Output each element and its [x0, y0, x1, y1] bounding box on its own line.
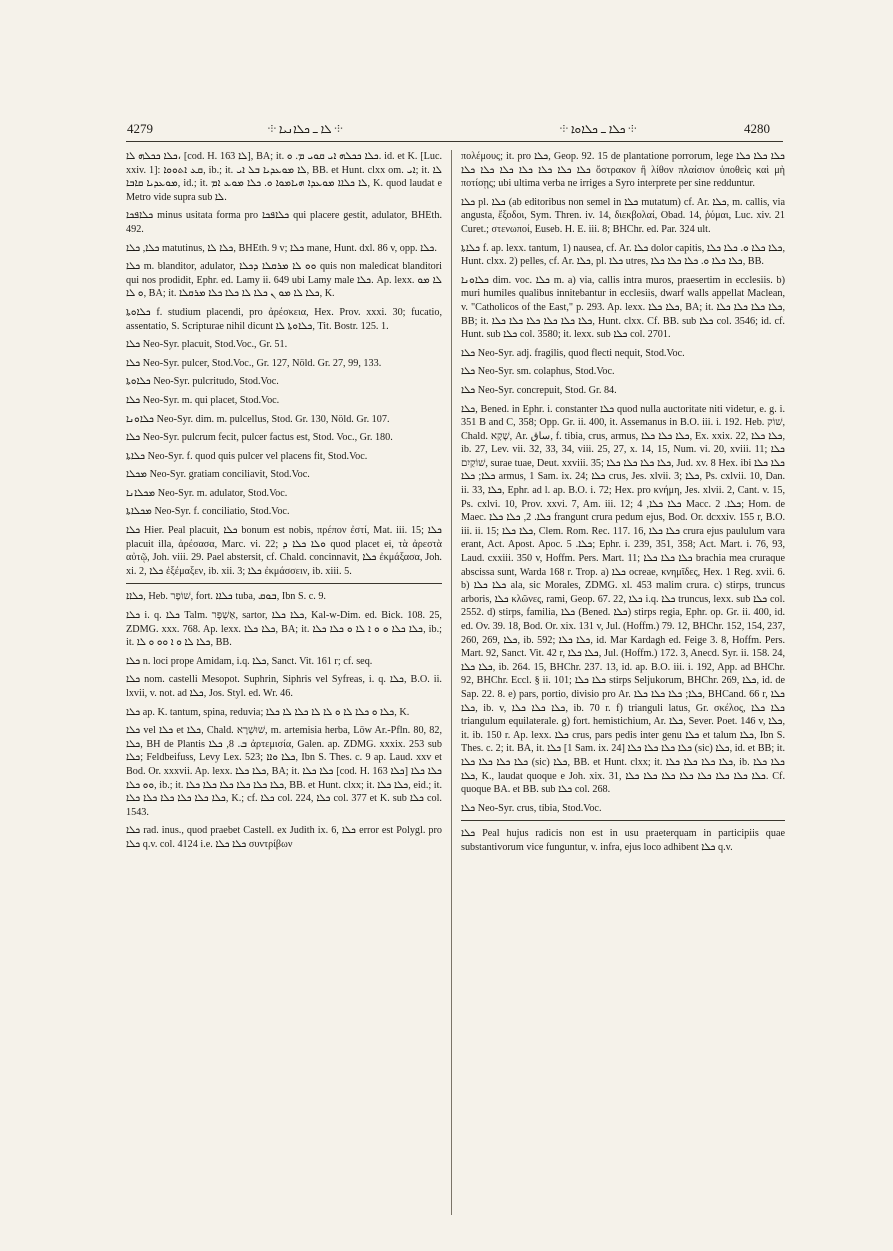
left-running-head: ⸭ ܠܐ ـ ܟܠܐܢܝܐ ⸭: [268, 122, 343, 136]
dictionary-entry: ܟܠܐ m. blanditor, adulator, ܘܘ ܠܐ ܡܪܩܠܐ ܕܟܠܐ quis non maledicat blanditori qui nos prodidit, Ephr. ed. Lamy ii. 649 ubi Lamy male ܟܠܐ. Ap. lexx. ܠܐ ܡܘ ܘ ܠܐ, BA; it. ܟܠܐ ܠܐ ܡܘ ܢ ܟܠܐ ܠܐ ܟܠܐ ܟܠܐ ܡܪܩܠܐ, K.: [126, 261, 442, 300]
dictionary-entry: ܟܠܐ pl. ܟܠܐ (ab editoribus non semel in ܟܠܐ mutatum) cf. Ar. ܟܠܐ, m. callis, via angusta, ἔξοδοι, Sym. Thren. iv. 14, διεκβολαί, Obad. 14, ῥύμαι, Luc. xiv. 21 Curet.; στενωποί, Euseb. H. E. iii. 8; BHChr. ed. Par. 324 ult.: [461, 196, 785, 235]
dictionary-entry: ܟܠܐ i. q. ܟܠܐ Talm. אַשְׁפָּר, sartor, ܟܠܐ ܟܠܐ, Kal-w-Dim. ed. Bick. 108. 25, ZDMG. xxx. 768. Ap. lexx. ܟܠܐ ܟܠܐ, BA; it. ܟܠܐ ܟܠܐ ܘ ܘ ܐ ܠܐ ܘ ܟܠܐ ܟܠܐ, ib.; it. ܟܠܐ ܠܐ ܘ ܐ ܘܘ ܘ ܠܐ, BB.: [126, 610, 442, 649]
dictionary-entry: ܟܠܐ nom. castelli Mesopot. Suphrin, Siphris vel Syfreas, i. q. ܟܠܐ, B.O. ii. lxvii, v. not. ad ܟܠܐ, Jos. Styl. ed. Wr. 46.: [126, 674, 442, 699]
header-rule: [126, 141, 783, 142]
dictionary-entry: πολέμους; it. pro ܟܠܐ, Geop. 92. 15 de plantatione porrorum, lege ܟܠܐ ܟܠܐ ܟܠܐ ܟܠܐ ܟܠܐ ܟܠܐ ܟܠܐ ܟܠܐ ܟܠܐ ܟܠܐ ὄστρακον ἢ λίθον πλαίσιον ὑποθεὶς καὶ μὴ ποτίσῃς; ubi ultima verba ne irriges a Syro interprete per sine redduntur.: [461, 151, 785, 190]
dictionary-entry: ܟܠܐܬܐ Neo-Syr. f. quod quis pulcer vel placens fit, Stod.Voc.: [126, 450, 368, 462]
right-column: [461, 150, 785, 1220]
dictionary-entry: ܟܠܐܘܬܐ Neo-Syr. pulcritudo, Stod.Voc.: [126, 376, 279, 388]
right-running-head: ⸭ ܟܠܐ ـ ܟܠܐܘܐ ⸭: [560, 122, 637, 136]
dictionary-entry: ܟܠܐ Neo-Syr. crus, tibia, Stod.Voc.: [461, 802, 602, 814]
dictionary-entry: ܟܠܐܘܢܐ dim. voc. ܟܠܐ m. a) via, callis intra muros, praesertim in ecclesiis. b) muri humiles qualibus innitebantur in ecclesiis, dwarf walls appellat Maclean, v. "Catholicos of the East," p. 293. Ap. lexx. ܟܠܐ ܟܠܐ, BA; it. ܟܠܐ ܟܠܐ ܟܠܐ ܟܠܐ, BB; it. ܟܠܐ ܟܠܐ ܟܠܐ ܟܠܐ ܟܠܐ ܟܠܐ, Hunt. clxx. Cf. BB. sub ܟܠܐ col. 3546; id. cf. Hunt. sub ܟܠܐ col. 3580; it. lexx. sub ܟܠܐ col. 2701.: [461, 274, 785, 341]
left-section-rule: [126, 583, 442, 584]
right-section-rule: [461, 820, 785, 821]
dictionary-entry: ܟܠܐ, ܟܠܐ matutinus, ܟܠܐ ܠܐ, BHEth. 9 v; ܟܠܐ mane, Hunt. dxl. 86 v, opp. ܟܠܐ.: [126, 242, 437, 254]
dictionary-entry: ܟܠܐ Neo-Syr. pulcrum fecit, pulcer factus est, Stod. Voc., Gr. 180.: [126, 432, 393, 444]
dictionary-entry: ܟܠܐܦܟܐ minus usitata forma pro ܟܠܐܦܟܐ qui placere gestit, adulator, BHEth. 492.: [126, 210, 442, 235]
column-divider: [451, 150, 452, 1215]
dictionary-entry: ܟܠܐ Peal hujus radicis non est in usu praeterquam in participiis quae substantivorum vice funguntur, v. infra, ejus loco adhibent ܟܠܐ q.v.: [461, 828, 785, 853]
dictionary-entry: ܟܠܐܐ, Heb. שׁוֹפָר, fort. ܟܠܐܐ tuba, ܒܘܩ, Ibn S. c. 9.: [126, 591, 326, 603]
dictionary-entry: ܟܠܐ n. loci prope Amidam, i.q. ܟܠܐ, Sanct. Vit. 161 r; cf. seq.: [126, 655, 373, 667]
dictionary-entry: ܟܠܐܬܐ f. ap. lexx. tantum, 1) nausea, cf. Ar. ܟܠܐ dolor capitis, ܟܠܐ ܟܠܐ ܘ. ܟܠܐ ܟܠܐ, Hunt. clxx. 2) pelles, cf. Ar. ܟܠܐ, pl. ܟܠܐ utres, ܟܠܐ ܟܠܐ ܘ. ܟܠܐ ܟܠܐ ܟܠܐ, BB.: [461, 242, 785, 268]
left-column: [126, 150, 442, 1220]
dictionary-entry: ܟܠܐܘܬܐ f. studium placendi, pro ἀρέσκεια, Hex. Prov. xxxi. 30; fucatio, assentatio, S. Scripturae nihil dicunt ܟܠܐܘܬܐ ܠܐ, Tit. Bostr. 125. 1.: [126, 306, 442, 332]
dictionary-entry: ܟܠܐ ap. K. tantum, spina, reduvia; ܟܠܐ ܘ ܟܠܐ ܠܐ ܘ ܠܐ ܠܐ ܟܠܐ ܠܐ ܟܠܐ, K.: [126, 706, 410, 718]
dictionary-entry: ܟܠܐ Neo-Syr. placuit, Stod.Voc., Gr. 51.: [126, 339, 288, 351]
dictionary-entry: ܟܠܐܘܢܐ Neo-Syr. dim. m. pulcellus, Stod. Gr. 130, Nöld. Gr. 107.: [126, 413, 390, 425]
dictionary-entry: ܟܠܐ ܟܟܠܗ ܠܐ، [cod. H. 163 ܠܐ], BA; it. ܟܠܐ ܟܟܠܗ ܐܝ ܩܘܝ ܡ. ܘ. id. et K. [Luc. xxiv. 1]: ܩܥ ܐܬܘܘܐ, ib.; it. ܠܐ ܡܘܥܕܝܐ ܒܠ ܐܝ, BB. et Hunt. clxx om. ܐܝ; it. ܠܐ ܡܘܥܕܝܐ ܩܐܒܐ, id.; it. ܠܐ ܟܠܐܐ ܡܘܥܕܐ ܗܝܐܡܘܐ ܘ. ܟܠܐ ܡܘܥ ܐܡ, K. quod laudat e Metro vide supra sub ܠܐ.: [126, 151, 442, 203]
dictionary-entry: ܟܠܐ vel ܟܠܐ et ܟܠܐ, Chald. שׁוּשְׁרָא, m. artemisia herba, Löw Ar.-Pfln. 80, 82, ܟܠܐ, BH de Plantis ܒ. 8, ܟܠܐ ἀρτεμισία, Galen. ap. ZDMG. xxxix. 253 sub ܟܠܐ; Feldbeifuss, Levy Lex. 523; ܟܠܐ ܘܐܐ, Ibn S. Thes. c. 9 ap. Laud. xxv et Bod. Or. xxxvii. Ap. lexx. ܟܠܐ ܟܠܐ, BA; it. ܟܠܐ ܟܠܐ [cod. H. 163 ܟܠܐ] ܟܠܐ ܟܠܐ ܘܘ ܟܠܐ, ib.; it. ܟܠܐ ܟܠܐ ܟܠܐ ܟܠܐ ܟܠܐ ܟܠܐ, BB. et Hunt. clxx; it. ܟܠܐ ܟܠܐ, eid.; it. ܟܠܐ ܟܠܐ ܟܠܐ ܟܠܐ ܟܠܐ ܟܠܐ, K.; cf. ܟܠܐ col. 224, ܟܠܐ col. 377 et K. sub ܟܠܐ col. 1543.: [126, 725, 442, 818]
left-entries-after-rule: [126, 590, 442, 851]
dictionary-entry: ܡܟܠܐ Neo-Syr. gratiam conciliavit, Stod.Voc.: [126, 469, 310, 481]
dictionary-entry: ܟܠܐ Neo-Syr. concrepuit, Stod. Gr. 84.: [461, 384, 617, 396]
dictionary-entry: ܟܠܐ Neo-Syr. m. qui placet, Stod.Voc.: [126, 394, 280, 406]
right-page-number: 4280: [744, 121, 770, 136]
dictionary-entry: ܟܠܐ Hier. Peal placuit, ܟܠܐ bonum est nobis, πρέπον ἐστί, Mat. iii. 15; ܟܠܐ placuit illa, ἀρέσασα, Marc. vi. 22; ܘܠܐ ܟܠܐ ܕ quod placet ei, τὰ ἀρεστὰ αὐτῷ, Joh. viii. 29. Pael abstersit, cf. Chald. concinnavit, ܟܠܐ ἐκμάξασα, Joh. xi. 2, ܟܠܐ ἐξέμαξεν, ib. xii. 3; ܟܠܐ ἐκμάσσειν, ib. xiii. 5.: [126, 525, 442, 577]
dictionary-entry: ܟܠܐ, Bened. in Ephr. i. constanter ܟܠܐ quod nulla auctoritate niti videtur, e. g. i. 351 B and C, 358; Opp. Gr. ii. 400, it. Assemanus in B.O. iii. i. 192. Heb. שׁוֹק, Chald. שָׁקָא, Ar. ساق, f. tibia, crus, armus, ܟܠܐ ܟܠܐ ܟܠܐ, Ex. xxix. 22, ܟܠܐ ܟܠܐ, ib. 27, Lev. vii. 32, 33, 34, viii. 25, 27, x. 14, 15, Num. vi. 20, xviii. 11; ܟܠܐ שׁוֹקַיִם, surae tuae, Deut. xxviii. 35; ܟܠܐ ܟܠܐ ܟܠܐ ܟܠܐ, Jud. xv. 8 Hex. ibi ܟܠܐ ܟܠܐ ܟܠܐ; ܟܠܐ armus, 1 Sam. ix. 24; ܟܠܐ crus, Jes. xlvii. 3; ܟܠܐ, Ps. cxlvii. 10, Dan. ii. 33, ܟܠܐ, Ephr. ad l. ap. B.O. i. 72; Hex. pro κνήμη, Jes. xlvii. 2, Cant. v. 15, Ps. cxlvi. 10, Prov. xxvi. 7, Am. iii. 12; ܟܠܐ ܟܠܐ, 4 Macc. ܟܠܐ. 2; Hom. de Maec. ܟܠܐ. 2, ܟܠܐ ܟܠܐ frangunt crura pedum ejus, Bod. Or. dcxxiv. 155 r, B.O. iii. ii. 15; ܟܠܐ ܟܠܐ, Clem. Rom. Rec. 117. 16, ܟܠܐ ܟܠܐ crura ejus paululum vara erant, Act. Apost. Apoc. ܟܠܐ. 5; Ephr. i. 239, 351, 358; Act. Mart. i. 76, 93, Laud. cxxiii. 350 v, Hoffm. Pers. Mart. 11; ܟܠܐ ܟܠܐ ܟܠܐ brachia mea cruraque abscissa sunt, Warda 168 r. Trop. a) ܟܠܐ ocreae, κνημῖδες, Hex. 1 Reg. xvii. 6. b) ܟܠܐ ܟܠܐ ala, sic Morales, ZDMG. xl. 453 malim crura. c) stirps, truncus arboris, ܟܠܐ κλῶνες, rami, Geop. 67. 22, ܟܠܐ i.q. ܟܠܐ truncus, lexx. sub ܟܠܐ col. 2552. d) stirps, familia, ܟܠܐ (Bened. ܟܠܐ) stirps regia, Ephr. op. Gr. ii. 400, id. ed. Ov. 39. 18, Bod. Or. xix. 131 v, Jul. (Hoffm.) 79. 12, BHChr. 152, 154, 237, 260, 269, ܟܠܐ, ib. 592; ܟܠܐ ܟܠܐ, id. Mar Kardagh ed. Feige 3. 8, Hoffm. Pers. Mart. 92, Sanct. Vit. 42 r, ܟܠܐ ܟܠܐ, Jul. (Hoffm.) 172. 3, Anecd. Syr. ii. 158. 24, ܟܠܐ ܟܠܐ, ib. 264. 15, BHChr. 237. 13, id. ap. B.O. iii. i. 192, App. ad BHChr. 92, BHChr. Eccl. § ii. 101; ܟܠܐ ܟܠܐ stirps Seljukorum, BHChr. 269, ܟܠܐ, id. de Sap. 22. 8. e) pars, portio, divisio pro Ar. ܟܠܐ; ܟܠܐ ܟܠܐ ܟܠܐ, BHCand. 66 r, ܟܠܐ ܟܠܐ, ib. v, ܟܠܐ ܟܠܐ ܟܠܐ, ib. 70 r. f) trianguli latus, Gr. σκέλος, ܟܠܐ ܟܠܐ triangulum equilaterale. g) fort. hemistichium, Ar. ܟܠܐ, Sever. Poet. 146 v, ܟܠܐ, it. ib. 150 r. Ap. lexx. ܟܠܐ crus, pars pedis inter genu ܟܠܐ et talum ܟܠܐ, Ibn S. Thes. c. 2; it. BA, it. ܟܠܐ [1 Sam. ix. 24] ܟܠܐ ܟܠܐ ܟܠܐ ܟܠܐ (sic) ܟܠܐ, id. et BB; it. ܟܠܐ ܟܠܐ ܟܠܐ ܟܠܐ (sic) ܟܠܐ, BB. et Hunt. clxx; it. ܟܠܐ ܟܠܐ ܟܠܐ ܟܠܐ, ib. ܟܠܐ ܟܠܐ ܟܠܐ, K., laudat quoque e Joh. xix. 31, ܟܠܐ ܟܠܐ ܟܠܐ ܟܠܐ ܟܠܐ ܟܠܐ ܟܠܐ ܟܠܐ. Cf. quoque BA. et BB. sub ܟܠܐ col. 268.: [461, 403, 785, 796]
dictionary-entry: ܟܠܐ Neo-Syr. pulcer, Stod.Voc., Gr. 127, Nöld. Gr. 27, 99, 133.: [126, 357, 382, 369]
right-entries-after-rule: [461, 827, 785, 854]
dictionary-entry: ܟܠܐ Neo-Syr. sm. colaphus, Stod.Voc.: [461, 366, 615, 378]
dictionary-entry: ܟܠܐ rad. inus., quod praebet Castell. ex Judith ix. 6, ܟܠܐ error est Polygl. pro ܟܠܐ q.v. col. 4124 i.e. ܟܠܐ ܟܠܐ συντρίβων: [126, 825, 442, 850]
left-page-number: 4279: [127, 121, 153, 136]
right-entries: [461, 150, 785, 815]
dictionary-entry: ܡܟܠܐܢܐ Neo-Syr. m. adulator, Stod.Voc.: [126, 487, 288, 499]
dictionary-entry: ܟܠܐ Neo-Syr. adj. fragilis, quod flecti nequit, Stod.Voc.: [461, 347, 685, 359]
dictionary-entry: ܡܟܠܐܬܐ Neo-Syr. f. conciliatio, Stod.Voc.: [126, 506, 290, 518]
left-entries: [126, 150, 442, 578]
